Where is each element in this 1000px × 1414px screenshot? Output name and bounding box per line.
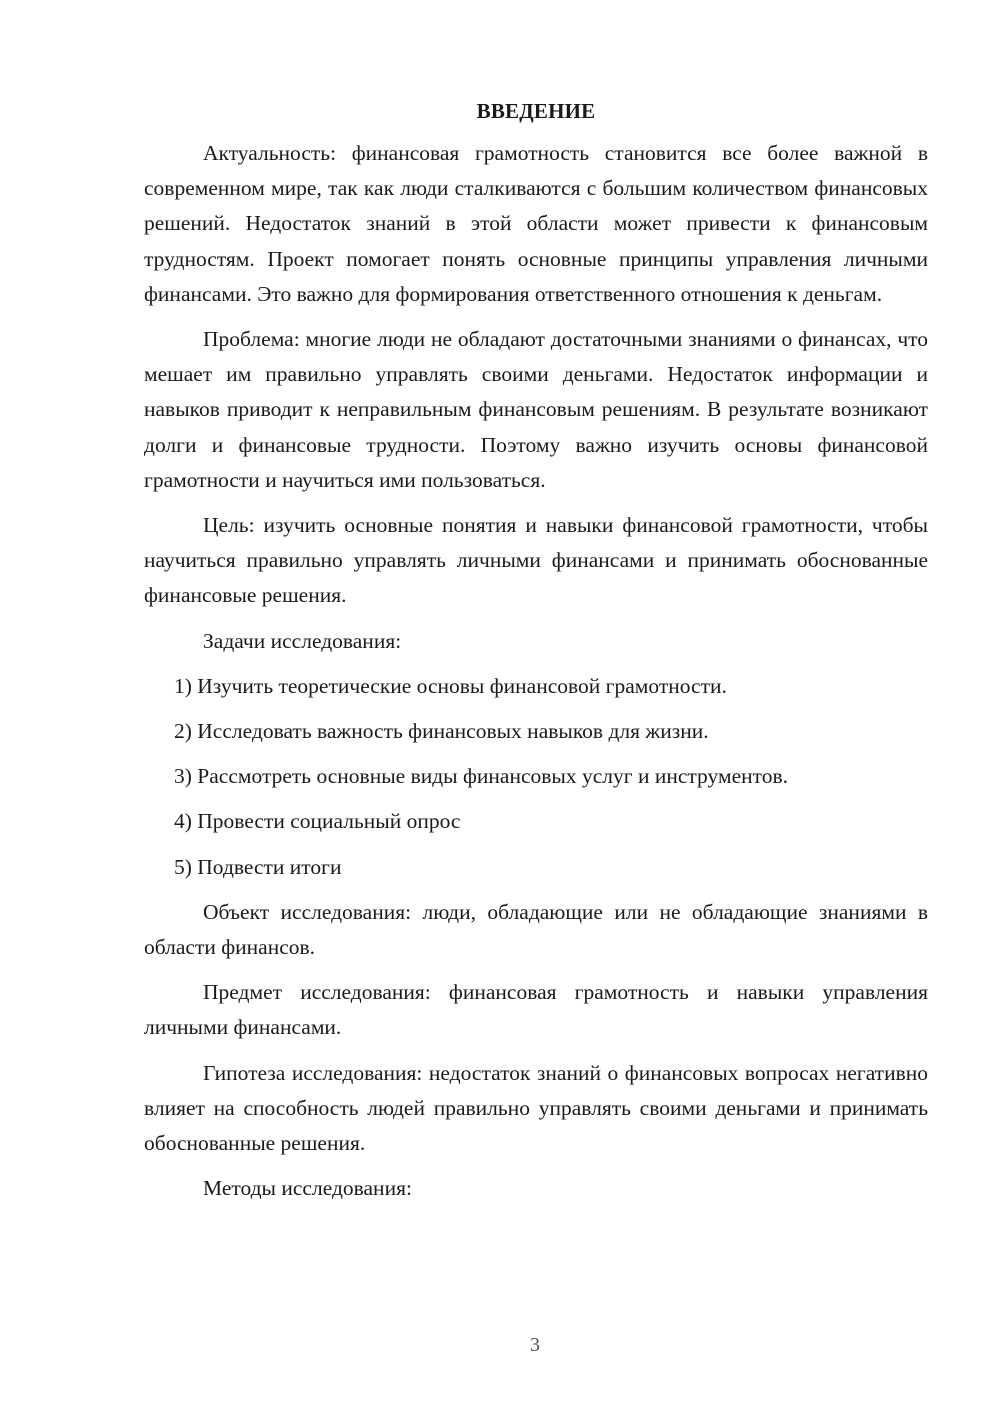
list-item: 2) Исследовать важность финансовых навыков для жизни. bbox=[174, 719, 709, 744]
paragraph-methods-heading: Методы исследования: bbox=[203, 1176, 412, 1201]
paragraph-hypothesis: Гипотеза исследования: недостаток знаний о финансовых вопросах негативно влияет на способность людей правильно управлять своими деньгами и принимать обоснованные решения. bbox=[144, 1060, 928, 1156]
paragraph-relevance: Актуальность: финансовая грамотность становится все более важной в современном мире, так как люди сталкиваются с большим количеством финансовых решений. Недостаток знаний в этой области может привести к финансовым трудностям. Проект помогает понять основные принципы управления личными финансами. Это важно для формирования ответственного отношения к деньгам. bbox=[144, 141, 928, 306]
page-number: 3 bbox=[530, 1334, 540, 1356]
list-item: 4) Провести социальный опрос bbox=[174, 809, 461, 834]
paragraph-tasks-heading: Задачи исследования: bbox=[203, 628, 402, 653]
document-page bbox=[144, 96, 928, 1216]
section-title: ВВЕДЕНИЕ bbox=[476, 99, 596, 123]
paragraph-subject: Предмет исследования: финансовая грамотность и навыки управления личными финансами. bbox=[144, 980, 928, 1040]
list-item: 1) Изучить теоретические основы финансовой грамотности. bbox=[174, 673, 727, 698]
list-item: 3) Рассмотреть основные виды финансовых услуг и инструментов. bbox=[174, 764, 789, 789]
paragraph-object: Объект исследования: люди, обладающие или не обладающие знаниями в области финансов. bbox=[144, 899, 928, 960]
paragraph-problem: Проблема: многие люди не обладают достаточными знаниями о финансах, что мешает им правильно управлять своими деньгами. Недостаток информации и навыков приводит к неправильным финансовым решениям. В результате возникают долги и финансовые трудности. Поэтому важно изучить основы финансовой грамотности и научиться ими пользоваться. bbox=[144, 327, 928, 492]
tasks-list bbox=[144, 669, 928, 885]
paragraph-goal: Цель: изучить основные понятия и навыки финансовой грамотности, чтобы научиться правильно управлять личными финансами и принимать обоснованные финансовые решения. bbox=[144, 513, 928, 608]
list-item: 5) Подвести итоги bbox=[174, 854, 342, 879]
